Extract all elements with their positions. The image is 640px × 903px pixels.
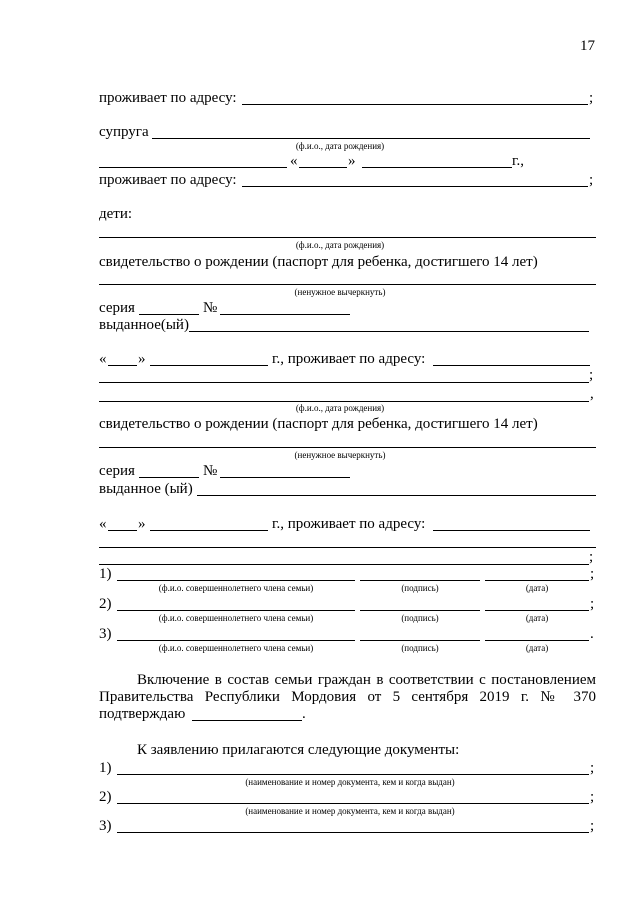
adult3-signature-field[interactable] bbox=[360, 640, 480, 641]
child2-issued-field[interactable] bbox=[197, 495, 596, 496]
semicolon: ; bbox=[589, 90, 594, 106]
spouse-name-field[interactable] bbox=[152, 138, 590, 139]
child1-birth-cert: свидетельство о рождении (паспорт для ребенка, достигшего 14 лет) bbox=[99, 254, 538, 270]
adult2-fio-caption: (ф.и.о. совершеннолетнего члена семьи) bbox=[158, 613, 314, 623]
adult1-end: ; bbox=[590, 566, 595, 582]
adult1-fio-caption: (ф.и.о. совершеннолетнего члена семьи) bbox=[158, 583, 314, 593]
child1-caption: (ф.и.о., дата рождения) bbox=[295, 240, 385, 250]
doc1-end: ; bbox=[590, 760, 595, 776]
child1-series-field[interactable] bbox=[139, 314, 199, 315]
doc3-field[interactable] bbox=[117, 832, 589, 833]
adult2-signature-caption: (подпись) bbox=[401, 613, 439, 623]
inclusion-line-1: Включение в состав семьи граждан в соответствии с постановлением bbox=[137, 672, 596, 688]
doc2-num: 2) bbox=[99, 789, 112, 805]
attached-docs-heading: К заявлению прилагаются следующие документы: bbox=[137, 742, 460, 758]
child2-caption: (ф.и.о., дата рождения) bbox=[295, 403, 385, 413]
adult3-name-field[interactable] bbox=[117, 640, 355, 641]
quote-close: » bbox=[138, 351, 146, 367]
child2-cert-field[interactable] bbox=[99, 447, 596, 448]
child1-name-field[interactable] bbox=[99, 237, 596, 238]
child2-series-label: серия bbox=[99, 463, 135, 479]
address-label: проживает по адресу: bbox=[99, 90, 237, 106]
comma: , bbox=[590, 386, 594, 402]
child1-day-field[interactable] bbox=[108, 365, 137, 366]
adult2-date-caption: (дата) bbox=[525, 613, 549, 623]
adult2-end: ; bbox=[590, 596, 595, 612]
adult2-num: 2) bbox=[99, 596, 112, 612]
semicolon: ; bbox=[589, 549, 594, 565]
child2-address-field-2[interactable] bbox=[99, 547, 596, 548]
spouse-month-field[interactable] bbox=[299, 167, 347, 168]
adult2-date-field[interactable] bbox=[485, 610, 589, 611]
child1-year-lives: г., проживает по адресу: bbox=[272, 351, 426, 367]
adult3-date-field[interactable] bbox=[485, 640, 589, 641]
child2-number-sign: № bbox=[203, 463, 218, 479]
adult2-signature-field[interactable] bbox=[360, 610, 480, 611]
adult3-signature-caption: (подпись) bbox=[401, 643, 439, 653]
page-number: 17 bbox=[580, 38, 595, 54]
doc1-caption: (наименование и номер документа, кем и когда выдан) bbox=[245, 777, 455, 787]
doc1-field[interactable] bbox=[117, 774, 589, 775]
spouse-address-label: проживает по адресу: bbox=[99, 172, 237, 188]
child1-number-sign: № bbox=[203, 300, 218, 316]
child2-date-field[interactable] bbox=[150, 530, 268, 531]
spouse-address-field[interactable] bbox=[242, 186, 588, 187]
adult1-date-field[interactable] bbox=[485, 580, 589, 581]
child1-strike-caption: (ненужное вычеркнуть) bbox=[294, 287, 386, 297]
spouse-caption: (ф.и.о., дата рождения) bbox=[295, 141, 385, 151]
child2-issued-label: выданное (ый) bbox=[99, 481, 193, 497]
adult3-date-caption: (дата) bbox=[525, 643, 549, 653]
confirm-signature-field[interactable] bbox=[192, 720, 302, 721]
adult1-signature-caption: (подпись) bbox=[401, 583, 439, 593]
adult3-end: . bbox=[590, 626, 594, 642]
inclusion-line-2: Правительства Республики Мордовия от 5 сентября 2019 г. № 370 bbox=[99, 689, 596, 705]
child2-number-field[interactable] bbox=[220, 477, 350, 478]
child1-address-field-2[interactable] bbox=[99, 382, 589, 383]
adult1-date-caption: (дата) bbox=[525, 583, 549, 593]
child2-name-field[interactable] bbox=[99, 401, 589, 402]
adult3-num: 3) bbox=[99, 626, 112, 642]
children-label: дети: bbox=[99, 206, 133, 222]
doc3-end: ; bbox=[590, 818, 595, 834]
doc3-num: 3) bbox=[99, 818, 112, 834]
child1-number-field[interactable] bbox=[220, 314, 350, 315]
inclusion-line-3: подтверждаю bbox=[99, 706, 186, 722]
adult1-signature-field[interactable] bbox=[360, 580, 480, 581]
adult2-name-field[interactable] bbox=[117, 610, 355, 611]
doc1-num: 1) bbox=[99, 760, 112, 776]
child1-cert-field[interactable] bbox=[99, 284, 596, 285]
quote-close: » bbox=[348, 153, 356, 169]
semicolon: ; bbox=[589, 172, 594, 188]
semicolon: ; bbox=[589, 367, 594, 383]
quote-open: « bbox=[99, 351, 107, 367]
doc2-caption: (наименование и номер документа, кем и когда выдан) bbox=[245, 806, 455, 816]
address-field[interactable] bbox=[242, 104, 588, 105]
year-suffix: г., bbox=[512, 153, 524, 169]
child1-date-field[interactable] bbox=[150, 365, 268, 366]
child2-birth-cert: свидетельство о рождении (паспорт для ребенка, достигшего 14 лет) bbox=[99, 416, 538, 432]
quote-open: « bbox=[99, 516, 107, 532]
spouse-year-field[interactable] bbox=[362, 167, 512, 168]
child1-series-label: серия bbox=[99, 300, 135, 316]
child2-strike-caption: (ненужное вычеркнуть) bbox=[294, 450, 386, 460]
quote-close: » bbox=[138, 516, 146, 532]
child2-series-field[interactable] bbox=[139, 477, 199, 478]
adult1-name-field[interactable] bbox=[117, 580, 355, 581]
doc2-field[interactable] bbox=[117, 803, 589, 804]
adult1-num: 1) bbox=[99, 566, 112, 582]
child1-address-field[interactable] bbox=[433, 365, 590, 366]
child2-day-field[interactable] bbox=[108, 530, 137, 531]
adult3-fio-caption: (ф.и.о. совершеннолетнего члена семьи) bbox=[158, 643, 314, 653]
period: . bbox=[302, 706, 306, 722]
child2-address-field[interactable] bbox=[433, 530, 590, 531]
child2-address-field-3[interactable] bbox=[99, 564, 589, 565]
spouse-label: супруга bbox=[99, 124, 149, 140]
quote-open: « bbox=[290, 153, 298, 169]
child2-year-lives: г., проживает по адресу: bbox=[272, 516, 426, 532]
child1-issued-field[interactable] bbox=[189, 331, 589, 332]
child1-issued-label: выданное(ый) bbox=[99, 317, 189, 333]
spouse-day-field[interactable] bbox=[99, 167, 287, 168]
doc2-end: ; bbox=[590, 789, 595, 805]
